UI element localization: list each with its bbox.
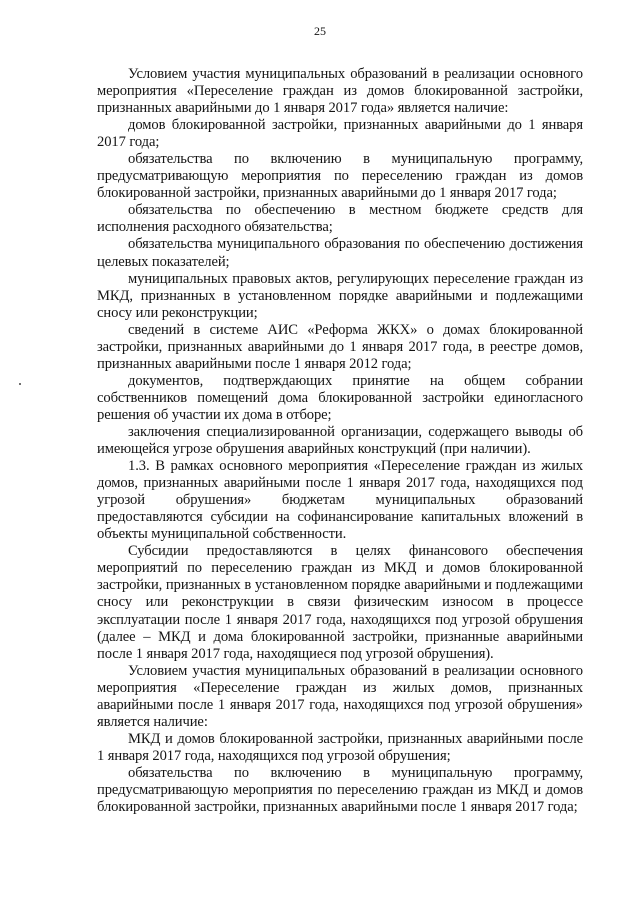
paragraph-condition-intro-2: Условием участия муниципальных образований в реализации основного мероприятия «Переселение граждан из жилых домов, признанных аварийными после 1 января 2017 года, находящихся под угрозой обрушения» является наличие: (97, 662, 583, 730)
paragraph-indicators-obligation: обязательства муниципального образования по обеспечению достижения целевых показателей; (97, 236, 583, 270)
paragraph-ais-info: сведений в системе АИС «Реформа ЖКХ» о домах блокированной застройки, признанных аварийными до 1 января 2017 года, в реестре домов, признанных аварийными после 1 января 2012 года; (97, 321, 583, 372)
paragraph-budget-obligation: обязательства по обеспечению в местном бюджете средств для исполнения расходного обязательства; (97, 202, 583, 236)
paragraph-program-obligation-2: обязательства по включению в муниципальную программу, предусматривающую мероприятия по переселению граждан из МКД и домов блокированной застройки, признанных аварийными после 1 января 2017 года; (97, 764, 583, 816)
paragraph-condition-intro: Условием участия муниципальных образований в реализации основного мероприятия «Переселение граждан из домов блокированной застройки, признанных аварийными до 1 января 2017 года» является наличие: (97, 66, 583, 117)
paragraph-blocked-houses: домов блокированной застройки, признанных аварийными до 1 января 2017 года; (97, 117, 583, 151)
paragraph-subsidies-purpose: Субсидии предоставляются в целях финансового обеспечения мероприятий по переселению граждан из МКД и домов блокированной застройки, признанных в установленном порядке аварийными и подлежащими сносу или реконструкции в связи физическим износом в процессе эксплуатации после 1 января 2017 года, находящихся под угрозой обрушения (далее – МКД и дома блокированной застройки, признанные аварийными после 1 января 2017 года, находящиеся под угрозой обрушения). (97, 543, 583, 662)
page-number: 25 (314, 24, 326, 38)
paragraph-legal-acts: муниципальных правовых актов, регулирующих переселение граждан из МКД, признанных в установленном порядке аварийными и подлежащими сносу или реконструкции; (97, 270, 583, 321)
paragraph-owners-decision: документов, подтверждающих принятие на общем собрании собственников помещений дома блокированной застройки единогласного решения об участии их дома в отборе; (97, 372, 583, 423)
paragraph-program-obligation: обязательства по включению в муниципальную программу, предусматривающую мероприятия по переселению граждан из домов блокированной застройки, признанных аварийными до 1 января 2017 года; (97, 151, 583, 202)
document-body (97, 66, 583, 816)
paragraph-expert-conclusion: заключения специализированной организации, содержащего выводы об имеющейся угрозе обрушения аварийных конструкций (при наличии). (97, 423, 583, 458)
margin-mark (19, 383, 21, 385)
paragraph-section-1-3: 1.3. В рамках основного мероприятия «Переселение граждан из жилых домов, признанных аварийными после 1 января 2017 года, находящихся под угрозой обрушения» бюджетам муниципальных образований предоставляются субсидии на софинансирование капитальных вложений в объекты муниципальной собственности. (97, 458, 583, 543)
paragraph-mkd-houses: МКД и домов блокированной застройки, признанных аварийными после 1 января 2017 года, находящихся под угрозой обрушения; (97, 730, 583, 764)
